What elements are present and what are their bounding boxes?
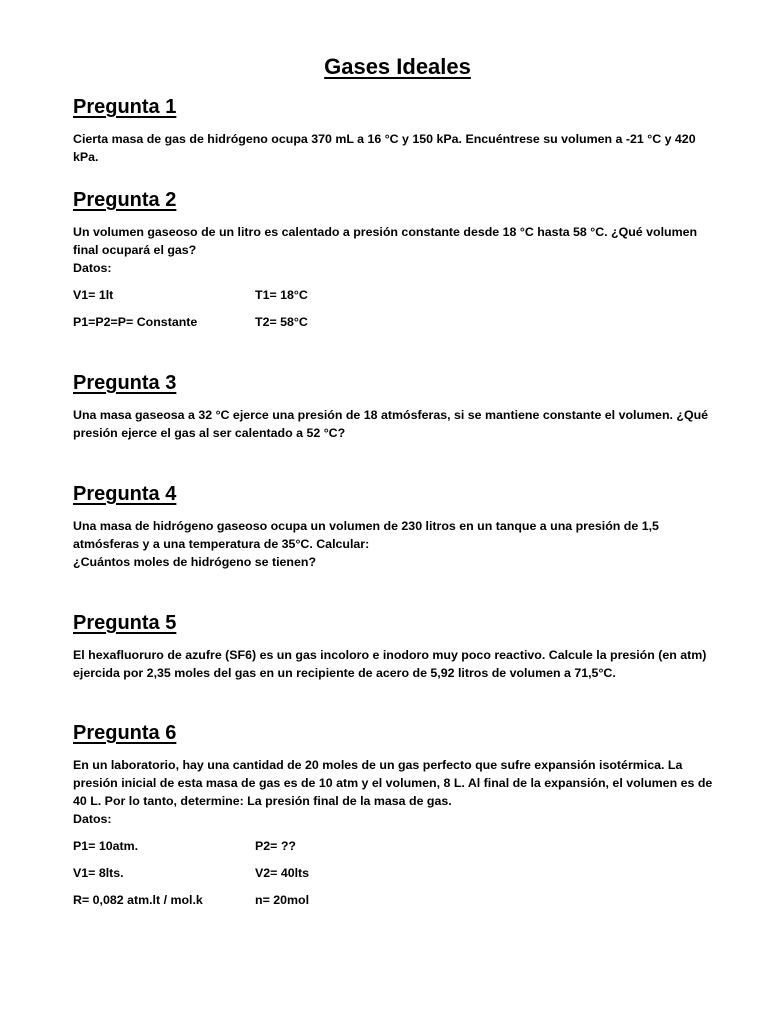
question-heading: Pregunta 4 [73,483,177,505]
data-value: R= 0,082 atm.lt / mol.k [73,893,203,907]
data-value: V1= 1lt [73,288,114,302]
data-value: P1=P2=P= Constante [73,315,198,329]
data-value: T2= 58°C [255,315,308,329]
question-heading: Pregunta 1 [73,96,177,118]
question-text: Cierta masa de gas de hidrógeno ocupa 370 mL a 16 °C y 150 kPa. Encuéntrese su volumen a -21 °C y 420 kPa. [73,132,696,164]
data-value: V1= 8lts. [73,866,124,880]
question-3 [73,370,723,442]
question-heading: Pregunta 3 [73,372,177,394]
question-heading: Pregunta 6 [73,722,177,744]
question-5 [73,610,723,682]
question-4 [73,481,723,571]
data-value: n= 20mol [255,893,310,907]
question-text: Una masa gaseosa a 32 °C ejerce una presión de 18 atmósferas, si se mantiene constante el volumen. ¿Qué presión ejerce el gas al ser calentado a 52 °C? [73,408,709,440]
data-row [73,864,723,882]
question-text: Una masa de hidrógeno gaseoso ocupa un volumen de 230 litros en un tanque a una presión de 1,5 atmósferas y a una temperatura de 35°C. Calcular: [73,519,659,551]
question-heading: Pregunta 5 [73,612,177,634]
question-text: En un laboratorio, hay una cantidad de 20 moles de un gas perfecto que sufre expansión isotérmica. La presión inicial de esta masa de gas es de 10 atm y el volumen, 8 L. Al final de la expansión, el volumen es de 40 L. Por lo tanto, determine: La presión final de la masa de gas. [73,758,713,808]
question-text: Un volumen gaseoso de un litro es calentado a presión constante desde 18 °C hasta 58 °C. ¿Qué volumen final ocupará el gas? [73,225,698,257]
data-row [73,313,723,331]
data-row [73,891,723,909]
data-value: P1= 10atm. [73,839,139,853]
data-value: T1= 18°C [255,288,308,302]
document-title: Gases Ideales [324,54,471,79]
question-subtext: ¿Cuántos moles de hidrógeno se tienen? [73,555,317,569]
data-row [73,837,723,855]
data-label: Datos: [73,261,112,275]
question-text: El hexafluoruro de azufre (SF6) es un gas incoloro e inodoro muy poco reactivo. Calcule la presión (en atm) ejercida por 2,35 moles del gas en un recipiente de acero de 5,92 litros de volumen a 71,5°C. [73,648,707,680]
data-value: V2= 40lts [255,866,310,880]
data-row [73,286,723,304]
question-6 [73,720,723,909]
question-2 [73,187,723,331]
data-value: P2= ?? [255,839,296,853]
question-heading: Pregunta 2 [73,189,177,211]
question-1 [73,94,723,166]
data-label: Datos: [73,812,112,826]
